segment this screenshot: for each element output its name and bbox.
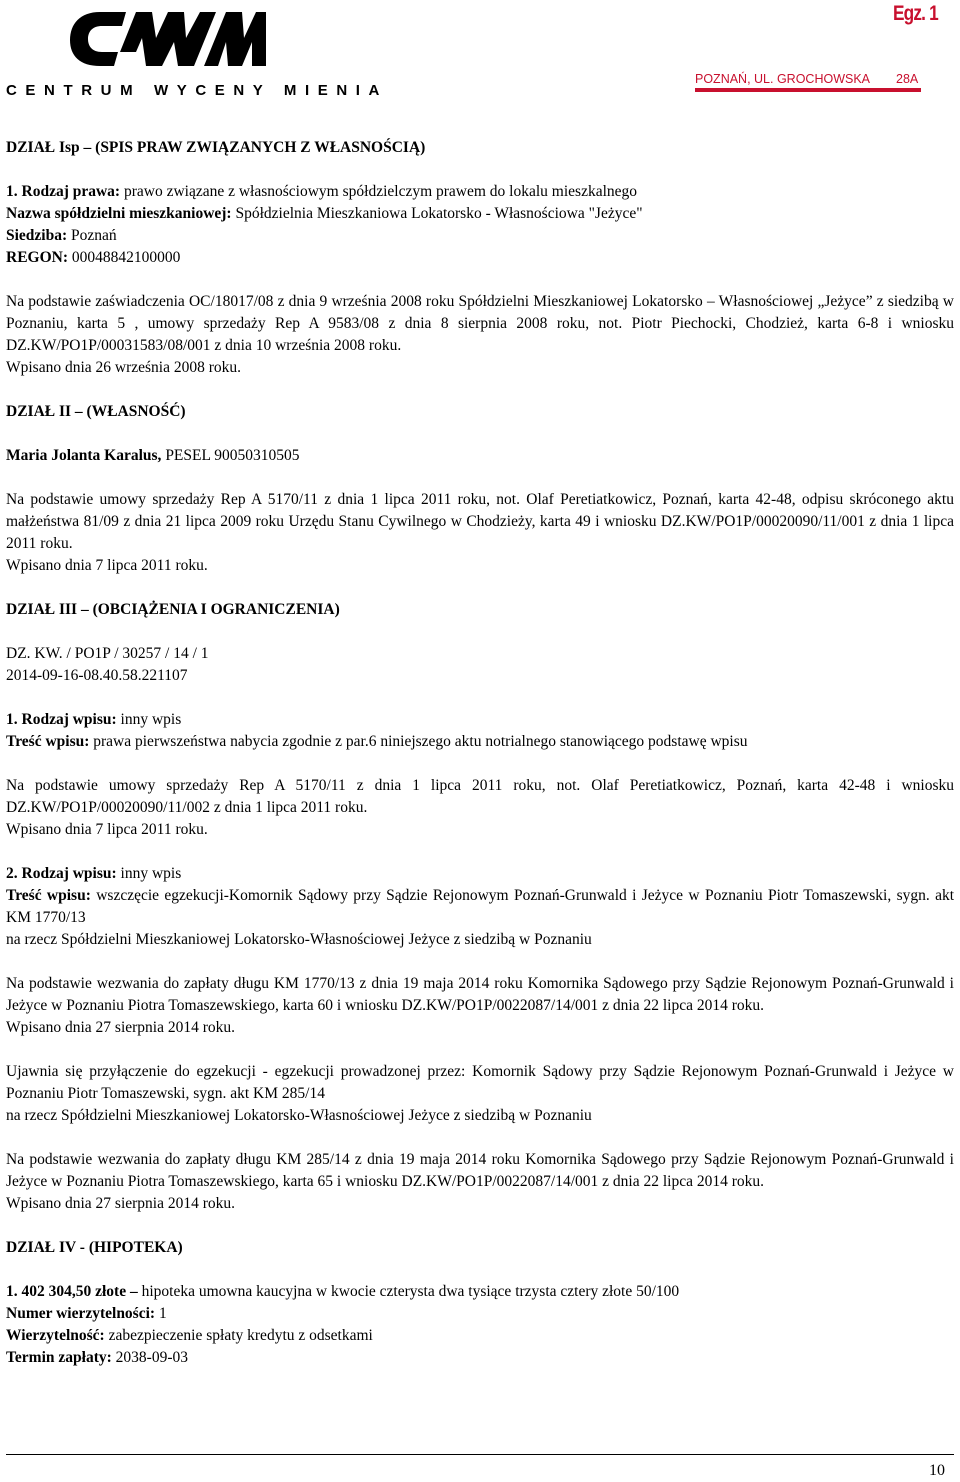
mortgage-wierzytelnosc-label: Wierzytelność: xyxy=(6,1327,105,1344)
mortgage-termin-value: 2038-09-03 xyxy=(111,1349,188,1366)
isp-rodzaj-label: 1. Rodzaj prawa: xyxy=(6,183,121,200)
footer-rule xyxy=(6,1454,954,1455)
dzial-isp-heading: DZIAŁ Isp – (SPIS PRAW ZWIĄZANYCH Z WŁASNOŚCIĄ) xyxy=(6,139,426,156)
entry2-entered: Wpisano dnia 27 sierpnia 2014 roku. xyxy=(6,1019,236,1036)
address-street: POZNAŃ, UL. GROCHOWSKA xyxy=(695,72,871,86)
mortgage-numer-label: Numer wierzytelności: xyxy=(6,1305,156,1322)
owner-name: Maria Jolanta Karalus, xyxy=(6,447,162,464)
entry2-tresc-label: Treść wpisu: xyxy=(6,887,91,904)
entry2-tresc-value: wszczęcie egzekucji-Komornik Sądowy przy Sądzie Rejonowym Poznań-Grunwald i Jeżyce w Poznaniu Piotr Tomaszewski, sygn. akt KM 1770/13 xyxy=(6,887,955,926)
isp-regon xyxy=(6,247,954,269)
entry2-rodzaj-value: inny wpis xyxy=(116,865,182,882)
dzial-ii-heading: DZIAŁ II – (WŁASNOŚĆ) xyxy=(6,403,186,420)
entry1-tresc-value: prawa pierwszeństwa nabycia zgodnie z par.6 niniejszego aktu notrialnego stanowiącego podstawę wpisu xyxy=(89,733,748,750)
entry1-tresc xyxy=(6,731,954,753)
isp-siedziba-value: Poznań xyxy=(67,227,117,244)
entry1-entered: Wpisano dnia 7 lipca 2011 roku. xyxy=(6,821,208,838)
isp-regon-value: 00048842100000 xyxy=(68,249,181,266)
page-number: 10 xyxy=(929,1462,945,1479)
entry1-rodzaj xyxy=(6,709,954,731)
entry1-rodzaj-label: 1. Rodzaj wpisu: xyxy=(6,711,117,728)
isp-siedziba-label: Siedziba: xyxy=(6,227,68,244)
entry2-tresc xyxy=(6,885,954,929)
mortgage-numer xyxy=(6,1303,954,1325)
entry2-joinder-creditor: na rzecz Spółdzielni Mieszkaniowej Lokatorsko-Własnościowej Jeżyce z siedzibą w Poznaniu xyxy=(6,1107,592,1124)
owner-line xyxy=(6,445,954,467)
entry2-creditor: na rzecz Spółdzielni Mieszkaniowej Lokatorsko-Własnościowej Jeżyce z siedzibą w Poznaniu xyxy=(6,931,592,948)
owner-pesel: PESEL 90050310505 xyxy=(161,447,300,464)
address-number: 28A xyxy=(896,72,919,86)
mortgage-termin xyxy=(6,1347,954,1369)
isp-rodzaj-value: prawo związane z własnościowym spółdzielczym prawem do lokalu mieszkalnego xyxy=(120,183,638,200)
isp-rodzaj xyxy=(6,181,954,203)
kw-timestamp: 2014-09-16-08.40.58.221107 xyxy=(6,667,188,684)
copy-label: Egz. 1 xyxy=(893,2,938,25)
document-body xyxy=(6,137,954,1369)
kw-number: DZ. KW. / PO1P / 30257 / 14 / 1 xyxy=(6,645,209,662)
entry2-joinder: Ujawnia się przyłączenie do egzekucji - egzekucji prowadzonej przez: Komornik Sądowy przy Sądzie Rejonowym Poznań-Grunwald i Jeżyce w Poznaniu Piotr Tomaszewski, sygn. akt KM 285/14 xyxy=(6,1063,954,1102)
isp-siedziba xyxy=(6,225,954,247)
entry1-rodzaj-value: inny wpis xyxy=(116,711,182,728)
page-header xyxy=(0,0,960,105)
entry2-rodzaj xyxy=(6,863,954,885)
mortgage-termin-label: Termin zapłaty: xyxy=(6,1349,112,1366)
mortgage-wierzytelnosc-value: zabezpieczenie spłaty kredytu z odsetkami xyxy=(104,1327,373,1344)
isp-nazwa-label: Nazwa spółdzielni mieszkaniowej: xyxy=(6,205,232,222)
mortgage-amount-label: 1. 402 304,50 złote – xyxy=(6,1283,138,1300)
header-rule xyxy=(695,88,921,92)
isp-regon-label: REGON: xyxy=(6,249,68,266)
header-address xyxy=(695,72,918,86)
entry1-tresc-label: Treść wpisu: xyxy=(6,733,90,750)
isp-entered: Wpisano dnia 26 września 2008 roku. xyxy=(6,359,242,376)
mortgage-amount xyxy=(6,1281,954,1303)
isp-basis: Na podstawie zaświadczenia OC/18017/08 z dnia 9 września 2008 roku Spółdzielni Mieszkaniowej Lokatorsko – Własnościowej „Jeżyce” z siedzibą w Poznaniu, karta 5 , umowy sprzedaży Rep A 9583/08 z dnia 8 sierpnia 2008 roku, not. Piotr Piechocki, Chodzież, karta 6-8 i wniosku DZ.KW/PO1P/00031583/08/001 z dnia 10 września 2008 roku. xyxy=(6,293,954,354)
entry2-joinder-entered: Wpisano dnia 27 sierpnia 2014 roku. xyxy=(6,1195,236,1212)
logo-text: CENTRUM WYCENY MIENIA xyxy=(6,82,388,99)
entry2-rodzaj-label: 2. Rodzaj wpisu: xyxy=(6,865,117,882)
entry1-basis: Na podstawie umowy sprzedaży Rep A 5170/11 z dnia 1 lipca 2011 roku, not. Olaf Peretiatkowicz, Poznań, karta 42-48 i wniosku DZ.KW/PO1P/00020090/11/002 z dnia 1 lipca 2011 roku. xyxy=(6,777,954,816)
isp-nazwa-value: Spółdzielnia Mieszkaniowa Lokatorsko - Własnościowa "Jeżyce" xyxy=(231,205,643,222)
ii-basis: Na podstawie umowy sprzedaży Rep A 5170/11 z dnia 1 lipca 2011 roku, not. Olaf Peretiatkowicz, Poznań, karta 42-48, odpisu skróconego aktu małżeństwa 81/09 z dnia 21 lipca 2009 roku Urzędu Stanu Cywilnego w Chodzieży, karta 49 i wniosku DZ.KW/PO1P/00020090/11/001 z dnia 1 lipca 2011 roku. xyxy=(6,491,954,552)
entry2-basis: Na podstawie wezwania do zapłaty długu KM 1770/13 z dnia 19 maja 2014 roku Komornika Sądowego przy Sądzie Rejonowym Poznań-Grunwald i Jeżyce w Poznaniu Piotra Tomaszewskiego, karta 60 i wniosku DZ.KW/PO1P/0022087/14/001 z dnia 22 lipca 2014 roku. xyxy=(6,975,954,1014)
company-logo-icon xyxy=(66,8,266,68)
dzial-iv-heading: DZIAŁ IV - (HIPOTEKA) xyxy=(6,1239,183,1256)
ii-entered: Wpisano dnia 7 lipca 2011 roku. xyxy=(6,557,208,574)
isp-nazwa xyxy=(6,203,954,225)
entry2-joinder-basis: Na podstawie wezwania do zapłaty długu KM 285/14 z dnia 19 maja 2014 roku Komornika Sądowego przy Sądzie Rejonowym Poznań-Grunwald i Jeżyce w Poznaniu Piotra Tomaszewskiego, karta 65 i wniosku DZ.KW/PO1P/0022087/14/001 z dnia 22 lipca 2014 roku. xyxy=(6,1151,954,1190)
mortgage-wierzytelnosc xyxy=(6,1325,954,1347)
mortgage-amount-value: hipoteka umowna kaucyjna w kwocie czterysta dwa tysiące trzysta cztery złote 50/100 xyxy=(137,1283,680,1300)
dzial-iii-heading: DZIAŁ III – (OBCIĄŻENIA I OGRANICZENIA) xyxy=(6,601,340,618)
mortgage-numer-value: 1 xyxy=(155,1305,167,1322)
